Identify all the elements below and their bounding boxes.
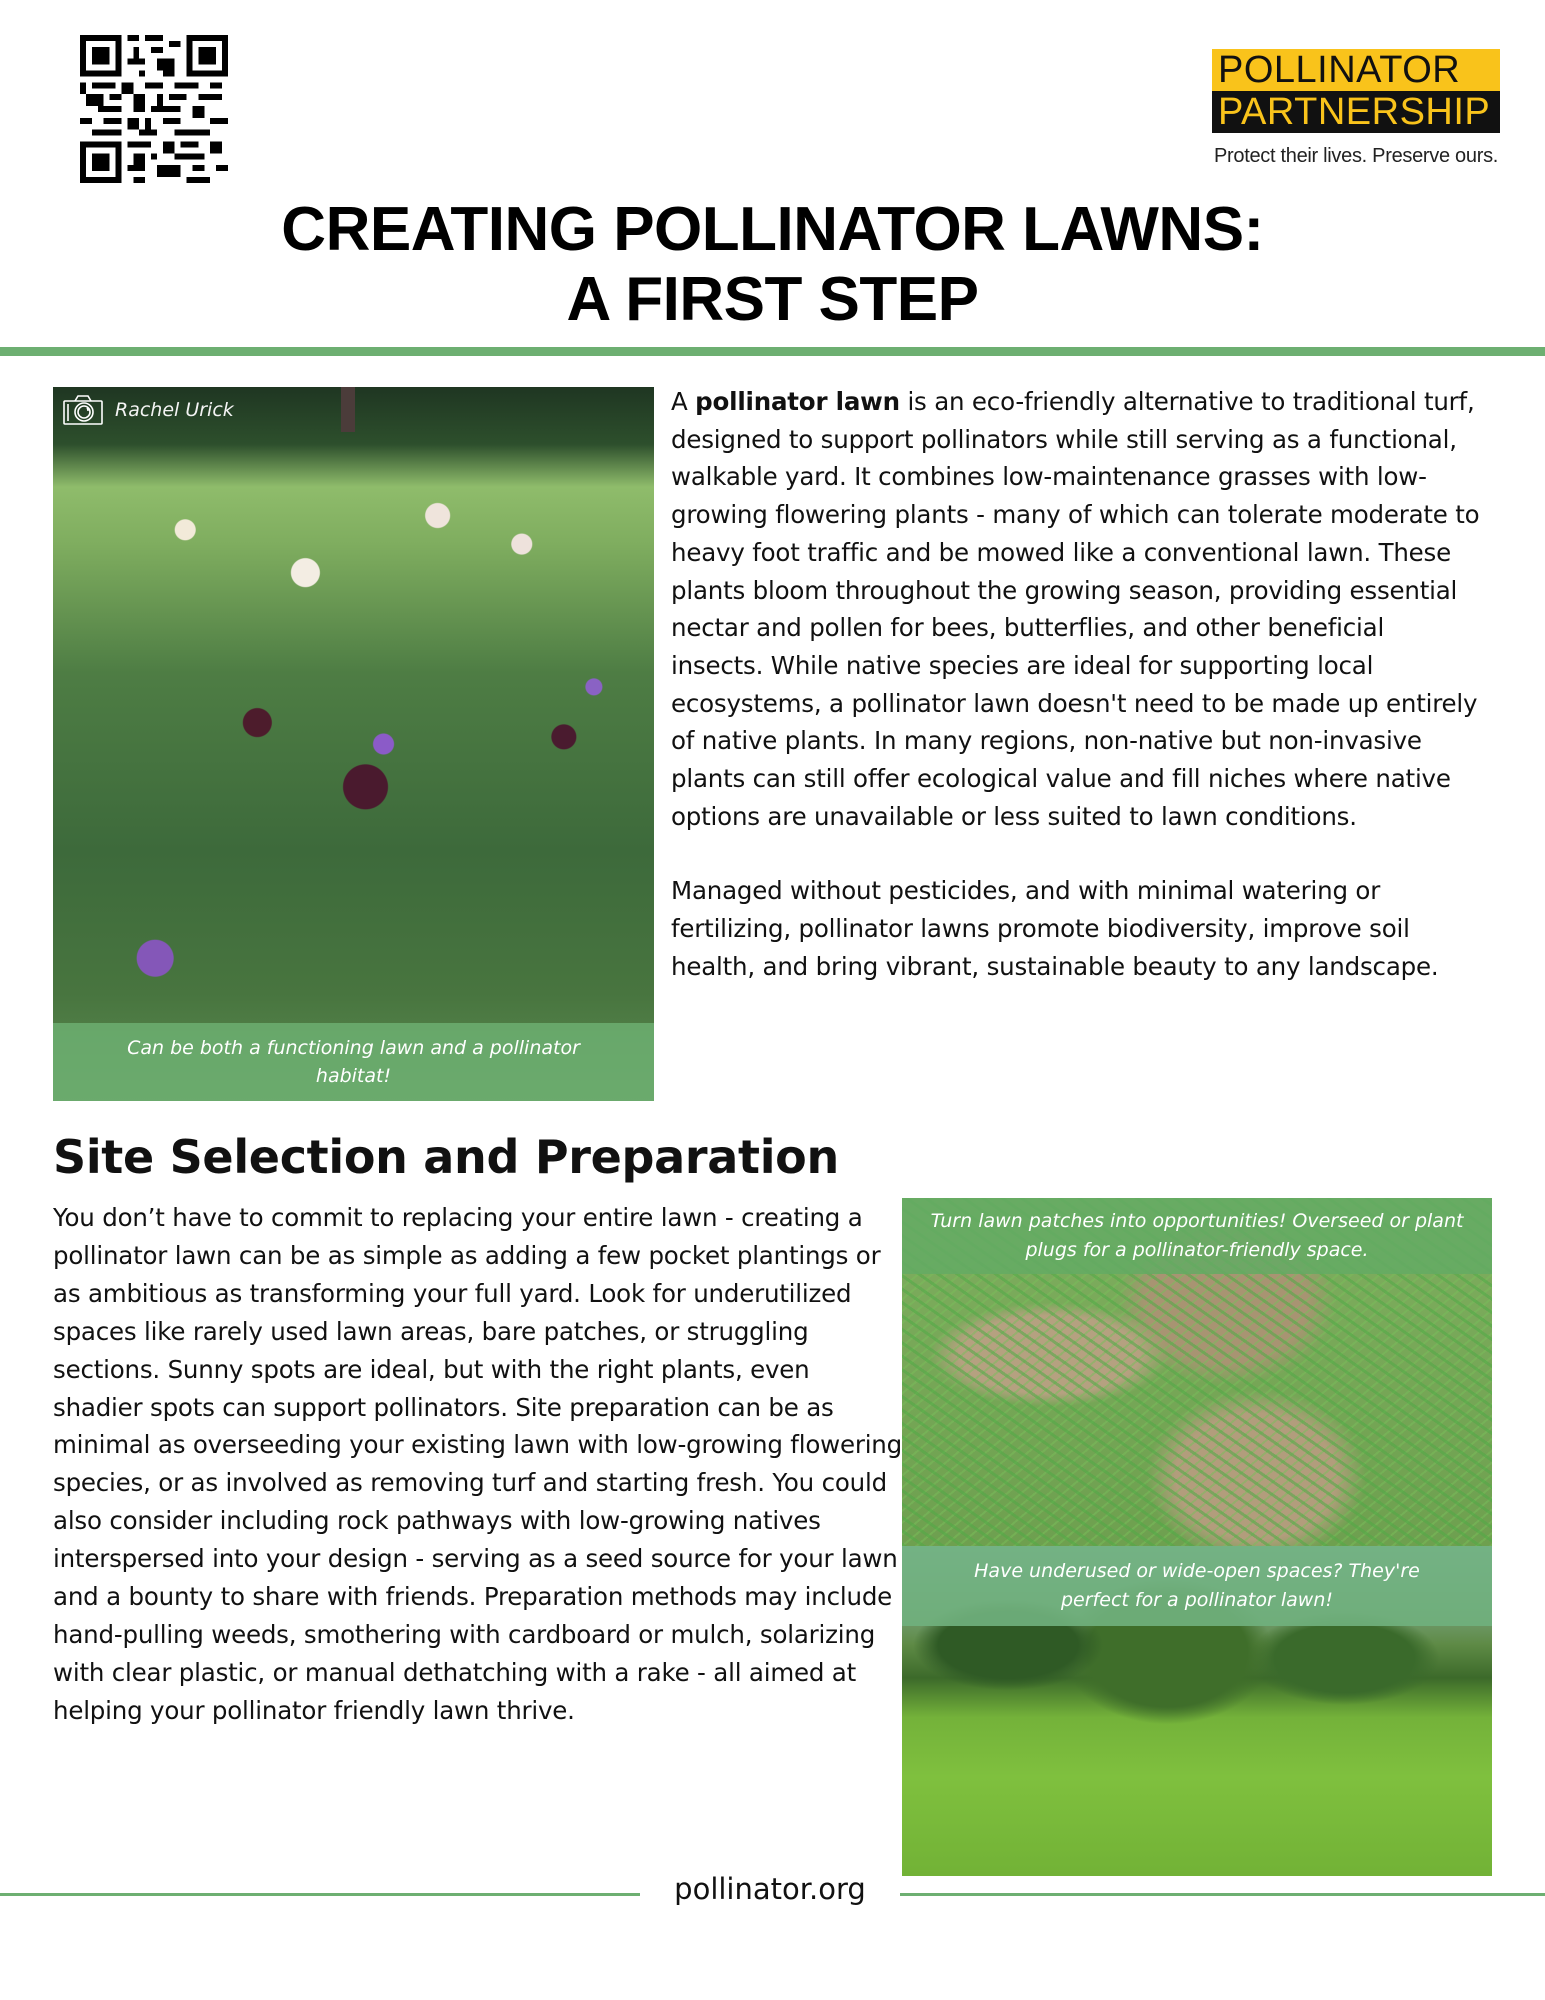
logo-line-2: PARTNERSHIP (1212, 91, 1500, 133)
footer-divider-left (0, 1893, 640, 1896)
page-title-line-1: CREATING POLLINATOR LAWNS: (281, 195, 1264, 264)
open-space-photo (902, 1546, 1492, 1876)
intro-photo (53, 387, 654, 1101)
camera-icon (63, 395, 103, 425)
section-heading: Site Selection and Preparation (53, 1130, 839, 1184)
photo-credit-name: Rachel Urick (115, 399, 234, 421)
intro-paragraph-1-text: is an eco-friendly alternative to traditional turf, designed to support pollinators while still serving as a functional, walkable yard. It combines low-maintenance grasses with low-growing flowering plants - many of which can tolerate moderate to heavy foot traffic and be mowed like a conventional lawn. These plants bloom throughout the growing season, providing essential nectar and pollen for bees, butterflies, and other beneficial insects. While native species are ideal for supporting local ecosystems, a pollinator lawn doesn't need to be made up entirely of native plants. In many regions, non-native but non-invasive plants can still offer ecological value and fill niches where native options are unavailable or less suited to lawn conditions. (671, 387, 1480, 831)
page-title-line-2: A FIRST STEP (566, 265, 979, 334)
title-divider (0, 347, 1545, 356)
intro-prefix: A (671, 387, 696, 416)
footer-divider-right (900, 1893, 1545, 1896)
footer-website-link[interactable]: pollinator.org (674, 1872, 866, 1906)
logo-tagline: Protect their lives. Preserve ours. (1213, 145, 1499, 167)
photo-credit (63, 395, 234, 425)
photo-tree-trunk (341, 387, 355, 432)
lawn-patches-photo (902, 1198, 1492, 1546)
intro-photo-caption: Can be both a functioning lawn and a pollinator habitat! (53, 1023, 654, 1101)
logo-line-1: POLLINATOR (1212, 49, 1500, 91)
intro-paragraph-1 (671, 383, 1481, 835)
term-pollinator-lawn: pollinator lawn (695, 387, 900, 416)
section-body: You don’t have to commit to replacing your entire lawn - creating a pollinator lawn can be as simple as adding a few pocket plantings or as ambitious as transforming your full yard. Look for underutilized spaces like rarely used lawn areas, bare patches, or struggling sections. Sunny spots are ideal, but with the right plants, even shadier spots can support pollinators. Site preparation can be as minimal as overseeding your existing lawn with low-growing flowering species, or as involved as removing turf and starting fresh. You could also consider including rock pathways with low-growing natives interspersed into your design - serving as a seed source for your lawn and a bounty to share with friends. Preparation methods may include hand-pulling weeds, smothering with cardboard or mulch, solarizing with clear plastic, or manual dethatching with a rake - all aimed at helping your pollinator friendly lawn thrive. (53, 1203, 902, 1725)
open-space-caption: Have underused or wide-open spaces? They're perfect for a pollinator lawn! (902, 1546, 1492, 1626)
qr-code (80, 35, 228, 183)
intro-text (671, 383, 1481, 986)
pollinator-partnership-logo (1212, 49, 1500, 168)
intro-paragraph-2: Managed without pesticides, and with minimal watering or fertilizing, pollinator lawns promote biodiversity, improve soil health, and bring vibrant, sustainable beauty to any landscape. (671, 876, 1439, 981)
lawn-patches-caption: Turn lawn patches into opportunities! Overseed or plant plugs for a pollinator-friendly space. (902, 1198, 1492, 1274)
page-title (0, 195, 1545, 335)
